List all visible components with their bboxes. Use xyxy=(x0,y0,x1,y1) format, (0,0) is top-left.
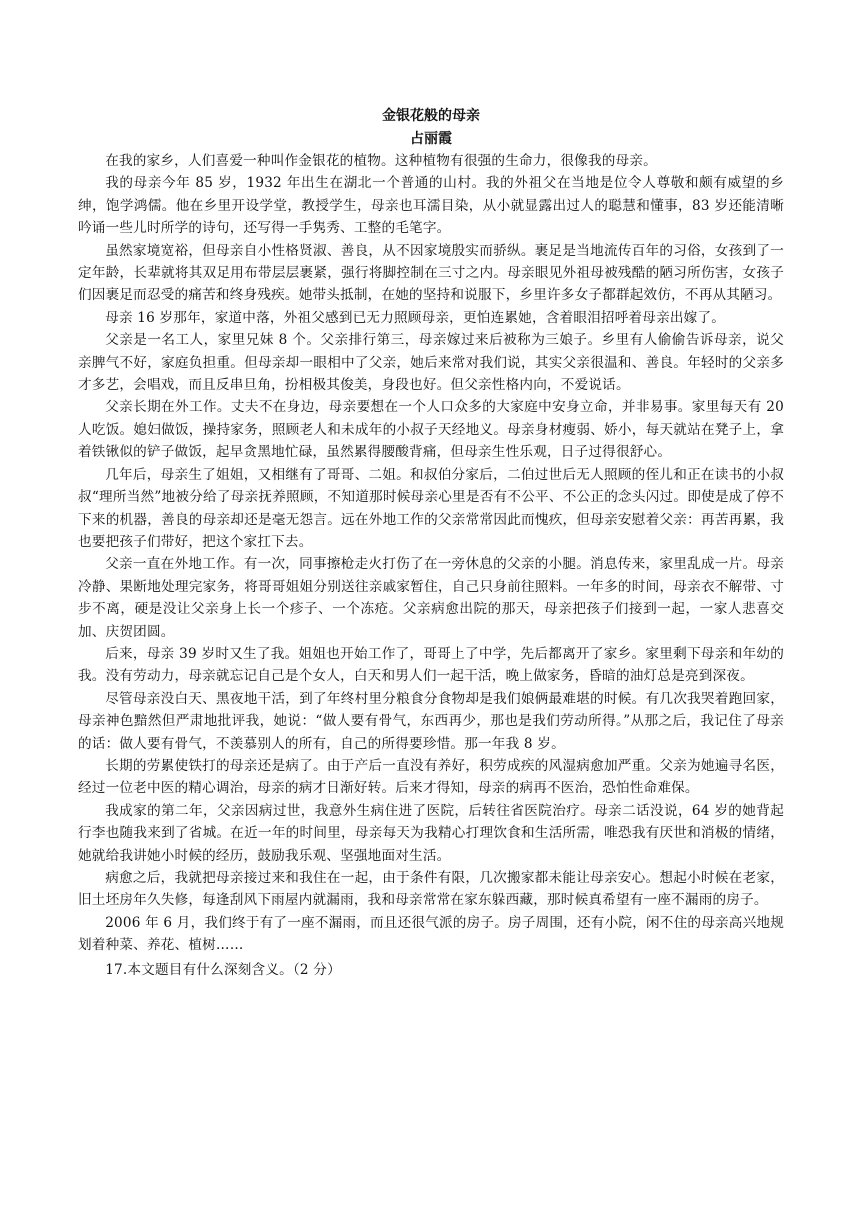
article-paragraph: 几年后，母亲生了姐姐，又相继有了哥哥、二姐。和叔伯分家后，二伯过世后无人照顾的侄儿和正在读书的小叔叔“理所当然”地被分给了母亲抚养照顾，不知道那时候母亲心里是否有不公平、不公正的念头闪过。即使是成了停不下来的机器，善良的母亲却还是毫无怨言。远在外地工作的父亲常常因此而愧疚，但母亲安慰着父亲：再苦再累，我也要把孩子们带好，把这个家扛下去。 xyxy=(78,466,784,550)
exam-question: 17.本文题目有什么深刻含义。（2 分） xyxy=(105,961,341,978)
article-paragraph: 母亲 16 岁那年，家道中落，外祖父感到已无力照顾母亲，更怕连累她，含着眼泪招呼着母亲出嫁了。 xyxy=(105,309,726,326)
article-paragraph: 在我的家乡，人们喜爱一种叫作金银花的植物。这种植物有很强的生命力，很像我的母亲。 xyxy=(105,153,657,169)
article-author: 占丽霞 xyxy=(410,131,452,147)
article-paragraph: 尽管母亲没白天、黑夜地干活，到了年终村里分粮食分食物却是我们娘俩最难堪的时候。有几次我哭着跑回家，母亲神色黯然但严肃地批评我，她说：“做人要有骨气，东西再少，那也是我们劳动所得。”从那之后，我记住了母亲的话：做人要有骨气，不羡慕别人的所有，自己的所得要珍惜。那一年我 8 岁。 xyxy=(78,690,784,752)
article-paragraph: 长期的劳累使铁打的母亲还是病了。由于产后一直没有养好，积劳成疾的风湿病愈加严重。父亲为她遍寻名医，经过一位老中医的精心调治，母亲的病才日渐好转。后来才得知，母亲的病再不医治，恐怕性命难保。 xyxy=(78,757,784,797)
article-paragraph: 虽然家境宽裕，但母亲自小性格贤淑、善良，从不因家境殷实而骄纵。裹足是当地流传百年的习俗，女孩到了一定年龄，长辈就将其双足用布带层层裹紧，强行将脚控制在三寸之内。母亲眼见外祖母被残酷的陋习所伤害，女孩子们因裹足而忍受的痛苦和终身残疾。她带头抵制，在她的坚持和说服下，乡里许多女子都群起效仿，不再从其陋习。 xyxy=(78,242,784,304)
article-paragraph: 后来，母亲 39 岁时又生了我。姐姐也开始工作了，哥哥上了中学，先后都离开了家乡。家里剩下母亲和年幼的我。没有劳动力，母亲就忘记自己是个女人，白天和男人们一起干活，晚上做家务，昏暗的油灯总是亮到深夜。 xyxy=(78,645,784,685)
article-paragraph: 病愈之后，我就把母亲接过来和我住在一起，由于条件有限，几次搬家都未能让母亲安心。想起小时候在老家，旧土坯房年久失修，每逢刮风下雨屋内就漏雨，我和母亲常常在家东躲西藏，那时候真希望有一座不漏雨的房子。 xyxy=(78,870,784,909)
document-page xyxy=(78,104,784,981)
article-paragraph: 父亲是一名工人，家里兄妹 8 个。父亲排行第三，母亲嫁过来后被称为三娘子。乡里有人偷偷告诉母亲，说父亲脾气不好，家庭负担重。但母亲却一眼相中了父亲，她后来常对我们说，其实父亲很温和、善良。年轻时的父亲多才多艺，会唱戏，而且反串旦角，扮相极其俊美，身段也好。但父亲性格内向，不爱说话。 xyxy=(78,332,784,394)
article-title: 金银花般的母亲 xyxy=(382,108,480,124)
article-paragraph: 我成家的第二年，父亲因病过世，我意外生病住进了医院，后转往省医院治疗。母亲二话没说，64 岁的她背起行李也随我来到了省城。在近一年的时间里，母亲每天为我精心打理饮食和生活所需，唯恐我有厌世和消极的情绪，她就给我讲她小时候的经历，鼓励我乐观、坚强地面对生活。 xyxy=(78,802,784,864)
article-paragraph: 父亲长期在外工作。丈夫不在身边，母亲要想在一个人口众多的大家庭中安身立命，并非易事。家里每天有 20 人吃饭。媳妇做饭，操持家务，照顾老人和未成年的小叔子天经地义。母亲身材瘦弱、娇小，每天就站在凳子上，拿着铁锹似的铲子做饭，起早贪黑地忙碌，虽然累得腰酸背痛，但母亲生性乐观，日子过得很舒心。 xyxy=(78,399,784,461)
article-paragraph: 2006 年 6 月，我们终于有了一座不漏雨，而且还很气派的房子。房子周围，还有小院，闲不住的母亲高兴地规划着种菜、养花、植树…… xyxy=(78,914,784,954)
article-paragraph: 我的母亲今年 85 岁，1932 年出生在湖北一个普通的山村。我的外祖父在当地是位令人尊敬和颇有威望的乡绅，饱学鸿儒。他在乡里开设学堂，教授学生，母亲也耳濡目染，从小就显露出过人的聪慧和懂事，83 岁还能清晰吟诵一些儿时所学的诗句，还写得一手隽秀、工整的毛笔字。 xyxy=(78,175,784,237)
article-paragraph: 父亲一直在外地工作。有一次，同事擦枪走火打伤了在一旁休息的父亲的小腿。消息传来，家里乱成一片。母亲冷静、果断地处理完家务，将哥哥姐姐分别送往亲戚家暂住，自己只身前往照料。一年多的时间，母亲衣不解带、寸步不离，硬是没让父亲身上长一个疹子、一个冻疮。父亲病愈出院的那天，母亲把孩子们接到一起，一家人悲喜交加、庆贺团圆。 xyxy=(78,556,784,640)
